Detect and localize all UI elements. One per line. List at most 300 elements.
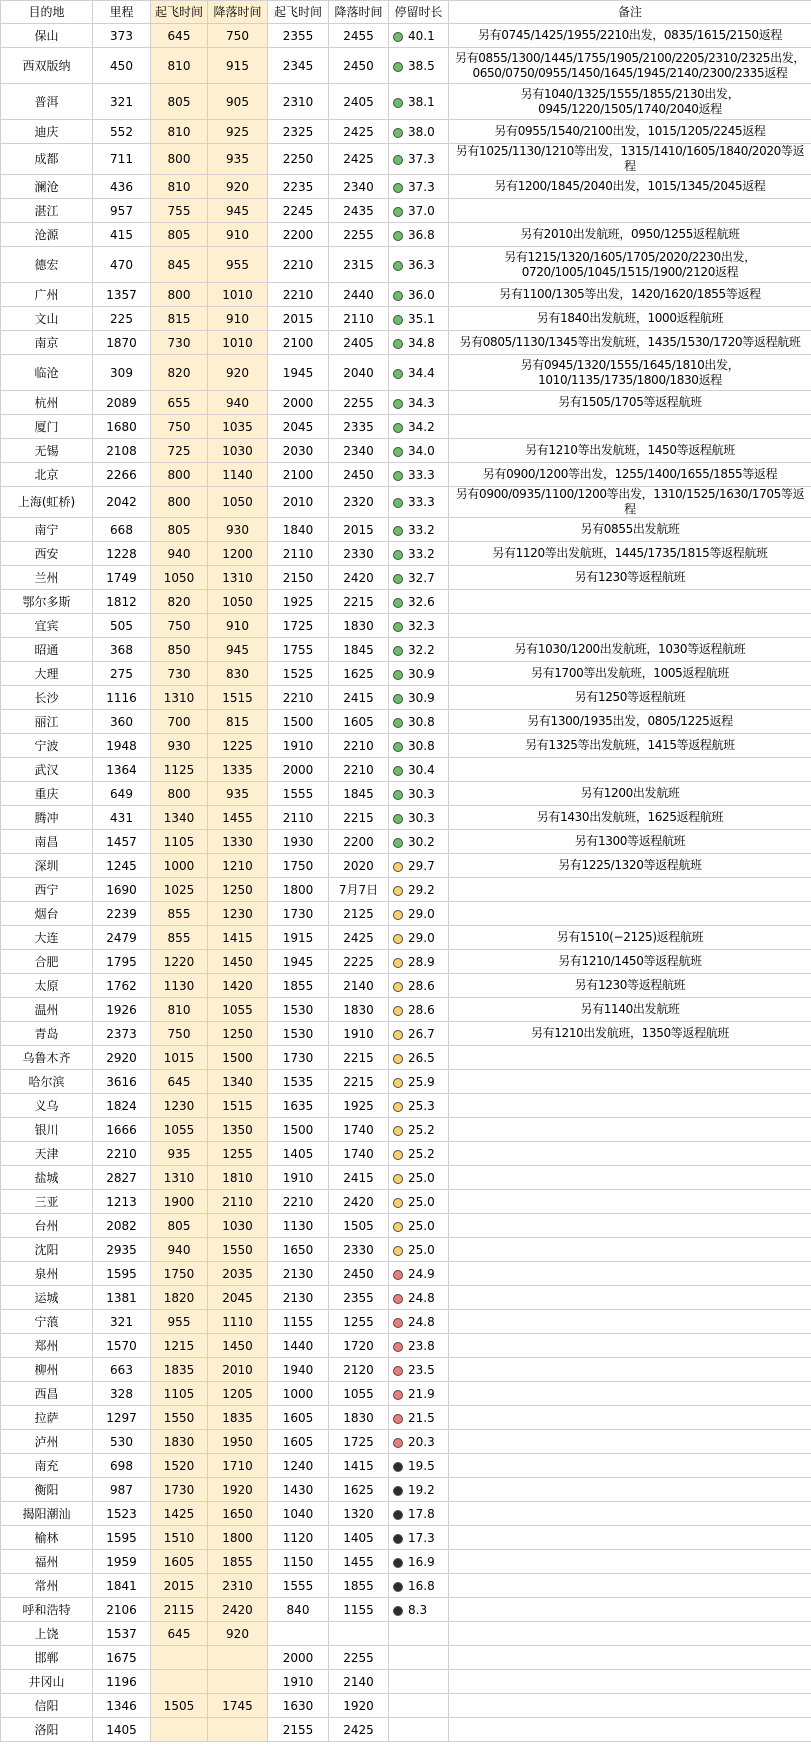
return-arrival-cell: 2125 [329,902,389,926]
stay-duration-cell [389,950,449,974]
destination-cell: 洛阳 [1,1718,93,1742]
mileage-cell: 321 [93,1310,151,1334]
remarks-cell [449,1478,811,1502]
yellow-status-dot-icon [393,1174,403,1184]
return-departure-cell: 1855 [268,974,329,998]
remarks-cell: 另有1100/1305等出发，1420/1620/1855等返程 [449,283,811,307]
stay-duration-value: 36.3 [408,257,435,272]
table-row [1,614,811,638]
table-row [1,1670,811,1694]
return-departure-cell: 1755 [268,638,329,662]
table-row [1,1382,811,1406]
yellow-status-dot-icon [393,862,403,872]
stay-duration-cell [389,998,449,1022]
table-row [1,1166,811,1190]
green-status-dot-icon [393,814,403,824]
stay-duration-cell [389,84,449,120]
outbound-departure-cell: 955 [151,1310,208,1334]
return-departure-cell: 1500 [268,1118,329,1142]
table-row [1,1238,811,1262]
stay-duration-value: 34.3 [408,395,435,410]
mileage-cell: 1570 [93,1334,151,1358]
outbound-arrival-cell: 1455 [208,806,268,830]
stay-duration-value: 29.0 [408,930,435,945]
table-row [1,974,811,998]
return-arrival-cell: 2040 [329,355,389,391]
stay-duration-cell [389,48,449,84]
black-status-dot-icon [393,1462,403,1472]
return-arrival-cell: 2425 [329,144,389,175]
outbound-departure-cell: 750 [151,614,208,638]
header-return-departure: 起飞时间 [268,1,329,24]
stay-duration-cell [389,1718,449,1742]
return-arrival-cell: 1455 [329,1550,389,1574]
mileage-cell: 1749 [93,566,151,590]
outbound-arrival-cell: 2420 [208,1598,268,1622]
mileage-cell: 1595 [93,1262,151,1286]
return-departure-cell: 1430 [268,1478,329,1502]
yellow-status-dot-icon [393,1102,403,1112]
red-status-dot-icon [393,1270,403,1280]
stay-duration-cell [389,830,449,854]
outbound-departure-cell: 800 [151,782,208,806]
outbound-arrival-cell: 830 [208,662,268,686]
table-row [1,1502,811,1526]
green-status-dot-icon [393,694,403,704]
yellow-status-dot-icon [393,1030,403,1040]
return-departure-cell: 1635 [268,1094,329,1118]
return-arrival-cell: 2450 [329,1262,389,1286]
green-status-dot-icon [393,471,403,481]
return-arrival-cell: 1415 [329,1454,389,1478]
destination-cell: 井冈山 [1,1670,93,1694]
table-row [1,1406,811,1430]
return-arrival-cell: 2440 [329,283,389,307]
outbound-departure-cell: 1520 [151,1454,208,1478]
destination-cell: 福州 [1,1550,93,1574]
remarks-cell: 另有0945/1320/1555/1645/1810出发，1010/1135/1735/1800/1830返程 [449,355,811,391]
outbound-departure-cell: 645 [151,1070,208,1094]
outbound-departure-cell [151,1718,208,1742]
mileage-cell: 1346 [93,1694,151,1718]
return-departure-cell: 1915 [268,926,329,950]
stay-duration-value: 19.5 [408,1458,435,1473]
table-row [1,782,811,806]
return-departure-cell: 2000 [268,758,329,782]
remarks-cell [449,614,811,638]
stay-duration-cell [389,1694,449,1718]
mileage-cell: 530 [93,1430,151,1454]
mileage-cell: 1762 [93,974,151,998]
outbound-arrival-cell: 1745 [208,1694,268,1718]
return-arrival-cell: 2255 [329,223,389,247]
destination-cell: 泸州 [1,1430,93,1454]
remarks-cell [449,199,811,223]
stay-duration-cell [389,1310,449,1334]
return-departure-cell: 1530 [268,1022,329,1046]
outbound-departure-cell: 810 [151,998,208,1022]
return-arrival-cell: 2420 [329,1190,389,1214]
remarks-cell: 另有0855出发航班 [449,518,811,542]
mileage-cell: 1245 [93,854,151,878]
remarks-cell: 另有0745/1425/1955/2210出发，0835/1615/2150返程 [449,24,811,48]
destination-cell: 丽江 [1,710,93,734]
mileage-cell: 698 [93,1454,151,1478]
remarks-cell: 另有0955/1540/2100出发，1015/1205/2245返程 [449,120,811,144]
outbound-departure-cell: 2115 [151,1598,208,1622]
stay-duration-cell [389,355,449,391]
green-status-dot-icon [393,718,403,728]
stay-duration-value: 25.9 [408,1074,435,1089]
return-arrival-cell: 1405 [329,1526,389,1550]
return-arrival-cell: 1830 [329,1406,389,1430]
mileage-cell: 1357 [93,283,151,307]
destination-cell: 运城 [1,1286,93,1310]
destination-cell: 常州 [1,1574,93,1598]
return-arrival-cell: 2425 [329,926,389,950]
yellow-status-dot-icon [393,1126,403,1136]
destination-cell: 呼和浩特 [1,1598,93,1622]
outbound-departure-cell: 805 [151,223,208,247]
outbound-departure-cell: 1835 [151,1358,208,1382]
stay-duration-value: 32.6 [408,594,435,609]
return-arrival-cell: 1830 [329,614,389,638]
table-row [1,926,811,950]
outbound-departure-cell: 1025 [151,878,208,902]
stay-duration-cell [389,782,449,806]
return-arrival-cell: 2420 [329,566,389,590]
outbound-departure-cell: 850 [151,638,208,662]
stay-duration-value: 28.6 [408,978,435,993]
mileage-cell: 1841 [93,1574,151,1598]
return-departure-cell: 2250 [268,144,329,175]
remarks-cell [449,1358,811,1382]
mileage-cell: 505 [93,614,151,638]
remarks-cell: 另有1025/1130/1210等出发，1315/1410/1605/1840/2020等返程 [449,144,811,175]
outbound-departure-cell: 1550 [151,1406,208,1430]
remarks-cell: 另有1215/1320/1605/1705/2020/2230出发，0720/1005/1045/1515/1900/2120返程 [449,247,811,283]
remarks-cell [449,1166,811,1190]
return-departure-cell: 2210 [268,283,329,307]
remarks-cell [449,902,811,926]
stay-duration-value: 30.2 [408,834,435,849]
remarks-cell [449,878,811,902]
mileage-cell: 2827 [93,1166,151,1190]
outbound-departure-cell: 810 [151,120,208,144]
table-row [1,1478,811,1502]
stay-duration-value: 33.2 [408,522,435,537]
remarks-cell [449,1646,811,1670]
mileage-cell: 2082 [93,1214,151,1238]
stay-duration-value: 30.9 [408,666,435,681]
table-row [1,1022,811,1046]
stay-duration-value: 19.2 [408,1482,435,1497]
table-row [1,662,811,686]
black-status-dot-icon [393,1534,403,1544]
outbound-departure-cell: 645 [151,1622,208,1646]
remarks-cell: 另有1200出发航班 [449,782,811,806]
outbound-arrival-cell: 1050 [208,590,268,614]
outbound-departure-cell: 1050 [151,566,208,590]
outbound-arrival-cell: 2035 [208,1262,268,1286]
green-status-dot-icon [393,550,403,560]
table-row [1,331,811,355]
destination-cell: 南宁 [1,518,93,542]
return-arrival-cell: 1725 [329,1430,389,1454]
destination-cell: 重庆 [1,782,93,806]
stay-duration-value: 16.8 [408,1578,435,1593]
table-row [1,734,811,758]
destination-cell: 义乌 [1,1094,93,1118]
green-status-dot-icon [393,423,403,433]
stay-duration-cell [389,1142,449,1166]
stay-duration-value: 8.3 [408,1602,428,1617]
remarks-cell: 另有1120等出发航班，1445/1735/1815等返程航班 [449,542,811,566]
table-row [1,84,811,120]
header-row [1,1,811,24]
mileage-cell: 2920 [93,1046,151,1070]
mileage-cell: 2210 [93,1142,151,1166]
outbound-arrival-cell: 1950 [208,1430,268,1454]
outbound-departure-cell: 1310 [151,686,208,710]
outbound-arrival-cell: 1550 [208,1238,268,1262]
table-row [1,590,811,614]
mileage-cell: 1364 [93,758,151,782]
table-row [1,24,811,48]
outbound-departure-cell: 645 [151,24,208,48]
table-row [1,1646,811,1670]
black-status-dot-icon [393,1606,403,1616]
outbound-arrival-cell: 1340 [208,1070,268,1094]
mileage-cell: 1666 [93,1118,151,1142]
table-row [1,463,811,487]
stay-duration-value: 30.8 [408,738,435,753]
table-row [1,1430,811,1454]
stay-duration-value: 16.9 [408,1554,435,1569]
return-arrival-cell: 2435 [329,199,389,223]
destination-cell: 西安 [1,542,93,566]
table-row [1,175,811,199]
destination-cell: 大理 [1,662,93,686]
yellow-status-dot-icon [393,886,403,896]
stay-duration-value: 21.5 [408,1410,435,1425]
outbound-arrival-cell: 925 [208,120,268,144]
destination-cell: 西双版纳 [1,48,93,84]
return-departure-cell: 2010 [268,487,329,518]
header-outbound-departure: 起飞时间 [151,1,208,24]
return-arrival-cell: 1505 [329,1214,389,1238]
destination-cell: 太原 [1,974,93,998]
return-departure-cell: 1930 [268,830,329,854]
return-departure-cell: 1630 [268,1694,329,1718]
return-departure-cell: 1405 [268,1142,329,1166]
table-row [1,1094,811,1118]
mileage-cell: 431 [93,806,151,830]
return-departure-cell: 1525 [268,662,329,686]
stay-duration-cell [389,331,449,355]
destination-cell: 上饶 [1,1622,93,1646]
remarks-cell: 另有1225/1320等返程航班 [449,854,811,878]
outbound-arrival-cell: 945 [208,199,268,223]
outbound-arrival-cell: 910 [208,223,268,247]
return-arrival-cell: 2020 [329,854,389,878]
outbound-arrival-cell: 1650 [208,1502,268,1526]
return-departure-cell: 2130 [268,1262,329,1286]
stay-duration-cell [389,175,449,199]
return-departure-cell: 1840 [268,518,329,542]
stay-duration-cell [389,1094,449,1118]
stay-duration-cell [389,1118,449,1142]
mileage-cell: 1196 [93,1670,151,1694]
outbound-departure-cell: 855 [151,902,208,926]
return-departure-cell: 2100 [268,331,329,355]
outbound-departure-cell: 800 [151,487,208,518]
return-departure-cell: 2210 [268,686,329,710]
table-row [1,542,811,566]
remarks-cell: 另有1700等出发航班，1005返程航班 [449,662,811,686]
table-row [1,830,811,854]
outbound-departure-cell: 1310 [151,1166,208,1190]
destination-cell: 澜沧 [1,175,93,199]
outbound-departure-cell: 800 [151,283,208,307]
outbound-arrival-cell: 1225 [208,734,268,758]
outbound-departure-cell: 800 [151,463,208,487]
stay-duration-value: 29.7 [408,858,435,873]
return-arrival-cell: 2340 [329,175,389,199]
return-departure-cell: 1940 [268,1358,329,1382]
remarks-cell [449,1286,811,1310]
stay-duration-cell [389,1262,449,1286]
stay-duration-cell [389,487,449,518]
mileage-cell: 1405 [93,1718,151,1742]
outbound-departure-cell: 1730 [151,1478,208,1502]
outbound-departure-cell: 810 [151,175,208,199]
outbound-arrival-cell: 1140 [208,463,268,487]
table-row [1,283,811,307]
stay-duration-cell [389,542,449,566]
header-outbound-arrival: 降落时间 [208,1,268,24]
mileage-cell: 987 [93,1478,151,1502]
outbound-departure-cell: 1900 [151,1190,208,1214]
return-arrival-cell: 2215 [329,1070,389,1094]
stay-duration-value: 37.3 [408,152,435,166]
table-row [1,487,811,518]
return-departure-cell: 1040 [268,1502,329,1526]
return-arrival-cell: 1320 [329,1502,389,1526]
stay-duration-cell [389,902,449,926]
table-row [1,48,811,84]
remarks-cell: 另有0900/1200等出发，1255/1400/1655/1855等返程 [449,463,811,487]
outbound-departure-cell: 800 [151,144,208,175]
mileage-cell: 1523 [93,1502,151,1526]
stay-duration-value: 21.9 [408,1386,435,1401]
return-arrival-cell: 2405 [329,331,389,355]
remarks-cell: 另有1040/1325/1555/1855/2130出发，0945/1220/1505/1740/2040返程 [449,84,811,120]
stay-duration-value: 26.7 [408,1026,435,1041]
return-arrival-cell: 1720 [329,1334,389,1358]
outbound-departure-cell: 655 [151,391,208,415]
destination-cell: 榆林 [1,1526,93,1550]
return-departure-cell: 1150 [268,1550,329,1574]
table-row [1,1118,811,1142]
outbound-arrival-cell: 2310 [208,1574,268,1598]
stay-duration-cell [389,1406,449,1430]
stay-duration-cell [389,1190,449,1214]
mileage-cell: 470 [93,247,151,283]
outbound-departure-cell: 730 [151,331,208,355]
stay-duration-value: 24.9 [408,1266,435,1281]
table-row [1,1286,811,1310]
outbound-departure-cell: 815 [151,307,208,331]
destination-cell: 温州 [1,998,93,1022]
return-departure-cell: 1555 [268,782,329,806]
outbound-arrival-cell: 1110 [208,1310,268,1334]
return-arrival-cell: 2450 [329,463,389,487]
red-status-dot-icon [393,1390,403,1400]
remarks-cell [449,1382,811,1406]
outbound-arrival-cell: 1415 [208,926,268,950]
stay-duration-cell [389,566,449,590]
destination-cell: 厦门 [1,415,93,439]
return-departure-cell: 2355 [268,24,329,48]
green-status-dot-icon [393,339,403,349]
return-departure-cell: 2150 [268,566,329,590]
outbound-departure-cell: 940 [151,542,208,566]
green-status-dot-icon [393,622,403,632]
outbound-departure-cell: 1340 [151,806,208,830]
return-arrival-cell: 7月7日 [329,878,389,902]
stay-duration-cell [389,1502,449,1526]
destination-cell: 宁蒗 [1,1310,93,1334]
stay-duration-cell [389,1214,449,1238]
stay-duration-value: 34.2 [408,419,435,434]
yellow-status-dot-icon [393,1246,403,1256]
mileage-cell: 663 [93,1358,151,1382]
remarks-cell: 另有1210出发航班，1350等返程航班 [449,1022,811,1046]
destination-cell: 乌鲁木齐 [1,1046,93,1070]
stay-duration-cell [389,391,449,415]
mileage-cell: 275 [93,662,151,686]
stay-duration-cell [389,1526,449,1550]
outbound-arrival-cell: 2045 [208,1286,268,1310]
stay-duration-cell [389,415,449,439]
remarks-cell [449,1406,811,1430]
destination-cell: 揭阳潮汕 [1,1502,93,1526]
table-row [1,144,811,175]
table-row [1,391,811,415]
stay-duration-value: 17.3 [408,1530,435,1545]
header-return-arrival: 降落时间 [329,1,389,24]
return-arrival-cell: 2200 [329,830,389,854]
return-departure-cell: 1910 [268,734,329,758]
destination-cell: 烟台 [1,902,93,926]
return-arrival-cell: 1920 [329,1694,389,1718]
stay-duration-value: 35.1 [408,311,435,326]
table-row [1,1262,811,1286]
destination-cell: 广州 [1,283,93,307]
stay-duration-cell [389,120,449,144]
return-departure-cell: 2030 [268,439,329,463]
outbound-arrival-cell: 955 [208,247,268,283]
mileage-cell: 1690 [93,878,151,902]
outbound-departure-cell: 730 [151,662,208,686]
outbound-arrival-cell: 920 [208,355,268,391]
return-arrival-cell: 1625 [329,1478,389,1502]
outbound-arrival-cell: 1330 [208,830,268,854]
outbound-departure-cell: 810 [151,48,208,84]
outbound-arrival-cell [208,1646,268,1670]
table-row [1,1718,811,1742]
